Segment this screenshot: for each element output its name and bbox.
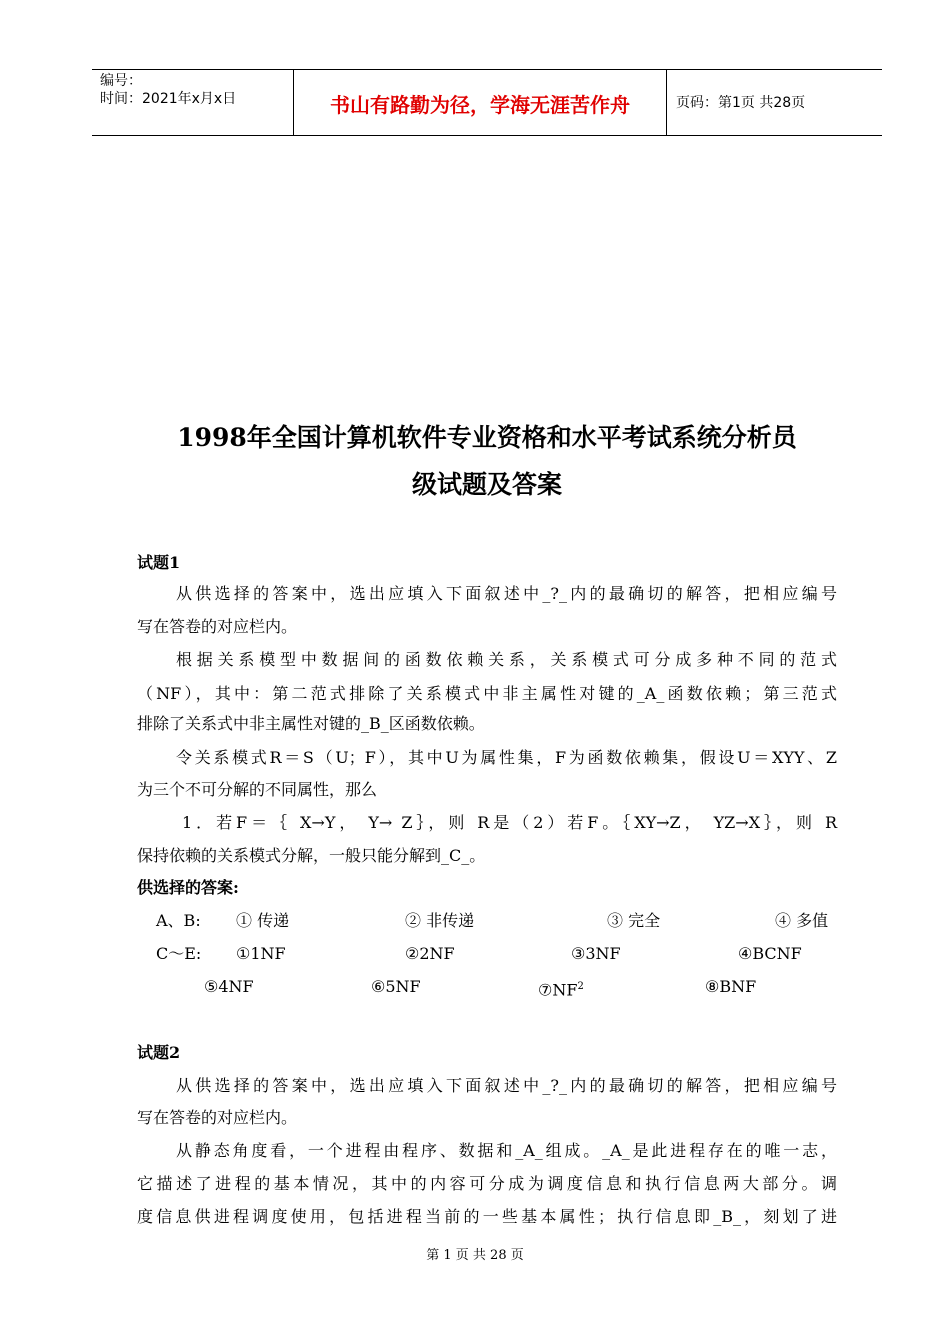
option-ab-3: ③ 完全	[607, 911, 661, 930]
option-ab-2: ② 非传递	[405, 911, 475, 930]
option-ce-4: ④BCNF	[738, 944, 802, 963]
q2-line: 它描述了进程的基本情况，其中的内容可分成为调度信息和执行信息两大部分。调	[137, 1174, 837, 1193]
option-ce-7	[538, 977, 584, 1000]
header-bottom-rule	[92, 135, 882, 136]
option-ab-4: ④ 多值	[775, 911, 829, 930]
option-ce-3: ③3NF	[571, 944, 621, 963]
q2-line: 度信息供进程调度使用，包括进程当前的一些基本属性；执行信息即_B_，刻划了进	[137, 1207, 837, 1226]
q1-line: 从供选择的答案中，选出应填入下面叙述中_?_内的最确切的解答，把相应编号	[176, 584, 837, 603]
q1-heading: 试题1	[137, 553, 181, 572]
q1-line: 令关系模式R＝S（U；F），其中U为属性集，F为函数依赖集，假设U＝XYY、Z	[176, 748, 837, 767]
header-top-rule	[92, 69, 882, 70]
q2-heading: 试题2	[137, 1043, 181, 1062]
document-title-line2: 级试题及答案	[411, 470, 562, 499]
options-ab-label: A、B:	[156, 911, 201, 930]
page-footer: 第 1 页 共 28 页	[426, 1248, 524, 1263]
option-ce-8: ⑧BNF	[705, 977, 757, 996]
option-ce-6: ⑥5NF	[371, 977, 421, 996]
option-ce-1: ①1NF	[236, 944, 286, 963]
header-page-label: 页码：第1页 共28页	[676, 95, 806, 111]
q1-line: 保持依赖的关系模式分解，一般只能分解到_C_。	[137, 846, 486, 865]
header-divider-right	[666, 69, 667, 136]
q1-line: 根据关系模型中数据间的函数依赖关系，关系模式可分成多种不同的范式	[176, 650, 837, 669]
header-time-label: 时间：2021年x月x日	[100, 91, 237, 107]
q1-line: （NF），其中：第二范式排除了关系模式中非主属性对键的_A_函数依赖；第三范式	[137, 684, 837, 703]
header-motto: 书山有路勤为径，学海无涯苦作舟	[330, 93, 630, 117]
header-meta	[100, 72, 236, 108]
q2-line: 从静态角度看，一个进程由程序、数据和_A_组成。_A_是此进程存在的唯一志，	[176, 1141, 837, 1160]
q1-line: 排除了关系式中非主属性对键的_B_区函数依赖。	[137, 714, 485, 733]
option-ab-1: ① 传递	[236, 911, 290, 930]
option-ce-2: ②2NF	[405, 944, 455, 963]
document-title-line1: 1998年全国计算机软件专业资格和水平考试系统分析员	[177, 423, 797, 452]
q2-line: 从供选择的答案中，选出应填入下面叙述中_?_内的最确切的解答，把相应编号	[176, 1076, 837, 1095]
q1-line: 1．若F＝｛ X→Y， Y→ Z｝，则 R是（2）若F。｛XY→Z， YZ→X｝，则 R	[182, 813, 837, 832]
q2-line: 写在答卷的对应栏内。	[137, 1108, 298, 1127]
option-ce-7-label: ⑦NF	[538, 980, 578, 1000]
q1-line: 为三个不可分解的不同属性，那么	[137, 780, 378, 799]
q1-line: 写在答卷的对应栏内。	[137, 617, 298, 636]
option-ce-5: ⑤4NF	[204, 977, 254, 996]
header-number-label: 编号：	[100, 73, 142, 89]
options-ce-label: C～E:	[156, 944, 202, 963]
q1-options-heading: 供选择的答案:	[137, 878, 239, 897]
option-ce-7-superscript: 2	[577, 981, 584, 992]
